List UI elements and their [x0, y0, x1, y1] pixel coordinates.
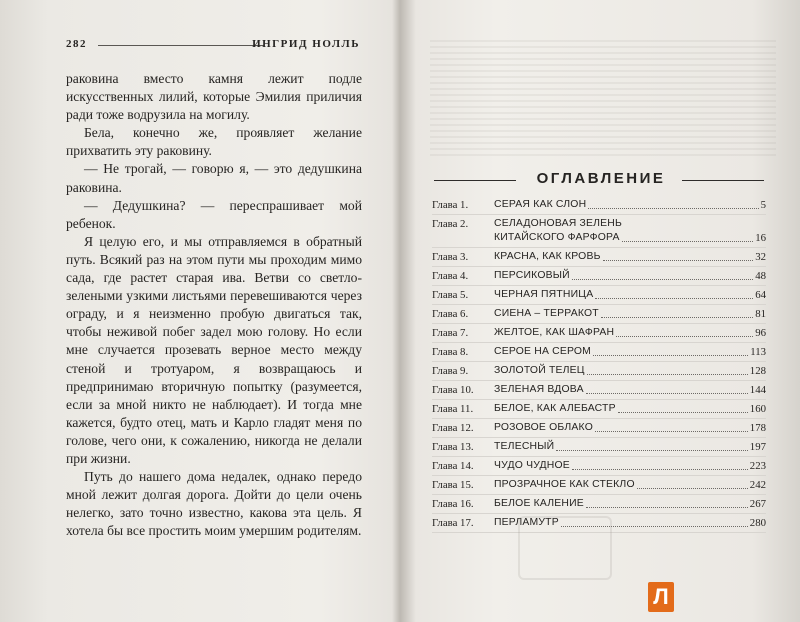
chapter-page: 197	[749, 441, 766, 453]
toc-entry	[432, 495, 766, 514]
paragraph: Путь до нашего дома недалек, однако передо мной лежит долгая дорога. Дойти до цели очень нелегко, зато точно известно, какова эта цель. Я хотела бы все простить моим умершим родителям.	[66, 469, 362, 539]
paragraph: — Дедушкина? — переспрашивает мой ребенок.	[66, 197, 362, 231]
chapter-label: Глава 1.	[432, 199, 469, 211]
chapter-page: 280	[749, 517, 766, 529]
paragraph: — Не трогай, — говорю я, — это дедушкина раковина.	[66, 161, 362, 195]
chapter-label: Глава 10.	[432, 384, 474, 396]
show-through-text	[430, 40, 776, 160]
chapter-title: ЖЕЛТОЕ, КАК ШАФРАН	[494, 327, 615, 338]
chapter-title: ТЕЛЕСНЫЙ	[494, 441, 555, 452]
chapter-title: БЕЛОЕ, КАК АЛЕБАСТР	[494, 403, 616, 414]
chapter-title: ЗЕЛЕНАЯ ВДОВА	[494, 384, 584, 395]
leader-dots	[587, 374, 748, 375]
toc-entry	[432, 381, 766, 400]
table-of-contents	[432, 196, 766, 533]
chapter-title: ЗОЛОТОЙ ТЕЛЕЦ	[494, 365, 585, 376]
paragraph: Я целую его, и мы отправляемся в обратный путь. Всякий раз на этом пути мы проходим мимо сада, где растет старая ива. Ветви со светло-зелеными узкими листьями перевешиваются через ограду, и я неизменно пробую двигаться так, чтобы неживой побег задел мою голову. Но если мне случается прозевать верное место между стеной и тротуаром, я возвращаюсь и предпринимаю вторичную попытку (разумеется, если за мной никто не наблюдает). И тогда мне кажется, будто отец, мать и Карло гладят меня по голове, чего они, к сожалению, никогда не делали при жизни.	[66, 233, 362, 466]
chapter-page: 160	[749, 403, 766, 415]
toc-title: ОГЛАВЛЕНИЕ	[536, 170, 666, 187]
chapter-label: Глава 11.	[432, 403, 474, 415]
publisher-logo: Л	[648, 582, 674, 612]
chapter-title: ЧУДО ЧУДНОЕ	[494, 460, 570, 471]
running-head	[66, 38, 360, 52]
toc-entry	[432, 305, 766, 324]
author-name: ИНГРИД НОЛЛЬ	[252, 38, 360, 50]
chapter-page: 242	[749, 479, 766, 491]
chapter-label: Глава 9.	[432, 365, 469, 377]
body-text	[66, 70, 362, 540]
toc-entry	[432, 324, 766, 343]
chapter-title: СЕРОЕ НА СЕРОМ	[494, 346, 592, 357]
toc-entry	[432, 196, 766, 215]
chapter-title: БЕЛОЕ КАЛЕНИЕ	[494, 498, 584, 509]
toc-entry	[432, 438, 766, 457]
paragraph: раковина вместо камня лежит подле искусственных лилий, которые Эмилия приличия ради тоже водрузила на могилу.	[66, 71, 362, 123]
chapter-label: Глава 14.	[432, 460, 474, 472]
leader-dots	[618, 412, 748, 413]
leader-dots	[572, 469, 748, 470]
chapter-title: РОЗОВОЕ ОБЛАКО	[494, 422, 593, 433]
leader-dots	[572, 279, 753, 280]
page-number: 282	[66, 38, 87, 50]
paragraph: Бела, конечно же, проявляет желание прихватить эту раковину.	[66, 125, 362, 159]
chapter-title: ЧЕРНАЯ ПЯТНИЦА	[494, 289, 594, 300]
chapter-label: Глава 13.	[432, 441, 474, 453]
chapter-page: 64	[755, 289, 766, 301]
leader-dots	[586, 393, 748, 394]
leader-dots	[595, 431, 748, 432]
leader-dots	[588, 208, 758, 209]
toc-entry	[432, 419, 766, 438]
chapter-label: Глава 3.	[432, 251, 469, 263]
toc-entry	[432, 476, 766, 495]
toc-heading	[428, 170, 774, 190]
leader-dots	[616, 336, 753, 337]
leader-dots	[593, 355, 748, 356]
chapter-page: 5	[760, 199, 766, 211]
chapter-page: 144	[749, 384, 766, 396]
toc-entry	[432, 267, 766, 286]
toc-entry	[432, 457, 766, 476]
chapter-page: 32	[755, 251, 766, 263]
chapter-title: СИЕНА – ТЕРРАКОТ	[494, 308, 599, 319]
heading-rule-right	[682, 180, 764, 181]
leader-dots	[595, 298, 753, 299]
chapter-label: Глава 16.	[432, 498, 474, 510]
chapter-title: КРАСНА, КАК КРОВЬ	[494, 251, 601, 262]
chapter-page: 48	[755, 270, 766, 282]
toc-entry	[432, 343, 766, 362]
chapter-title: ПРОЗРАЧНОЕ КАК СТЕКЛО	[494, 479, 635, 490]
show-through-badge	[518, 516, 612, 580]
chapter-page: 223	[749, 460, 766, 472]
chapter-title: СЕРАЯ КАК СЛОН	[494, 199, 587, 210]
chapter-label: Глава 8.	[432, 346, 469, 358]
chapter-page: 16	[755, 232, 766, 244]
chapter-page: 81	[755, 308, 766, 320]
chapter-page: 96	[755, 327, 766, 339]
chapter-title-cont: КИТАЙСКОГО ФАРФОРА	[494, 232, 620, 243]
chapter-label: Глава 12.	[432, 422, 474, 434]
chapter-label: Глава 5.	[432, 289, 469, 301]
chapter-label: Глава 7.	[432, 327, 469, 339]
chapter-label: Глава 4.	[432, 270, 469, 282]
leader-dots	[622, 241, 754, 242]
toc-entry	[432, 248, 766, 267]
chapter-title: ПЕРЛАМУТР	[494, 517, 559, 528]
chapter-page: 128	[749, 365, 766, 377]
leader-dots	[556, 450, 747, 451]
chapter-page: 267	[749, 498, 766, 510]
toc-entry	[432, 286, 766, 305]
leader-dots	[586, 507, 748, 508]
chapter-label: Глава 15.	[432, 479, 474, 491]
leader-dots	[601, 317, 753, 318]
toc-entry	[432, 215, 766, 248]
leader-dots	[603, 260, 754, 261]
toc-entry	[432, 400, 766, 419]
chapter-page: 178	[749, 422, 766, 434]
chapter-title: СЕЛАДОНОВАЯ ЗЕЛЕНЬ	[494, 218, 623, 229]
chapter-label: Глава 2.	[432, 218, 469, 230]
chapter-label: Глава 17.	[432, 517, 474, 529]
leader-dots	[637, 488, 748, 489]
chapter-title: ПЕРСИКОВЫЙ	[494, 270, 570, 281]
chapter-page: 113	[750, 346, 766, 358]
header-rule	[98, 45, 264, 46]
chapter-label: Глава 6.	[432, 308, 469, 320]
toc-entry	[432, 362, 766, 381]
